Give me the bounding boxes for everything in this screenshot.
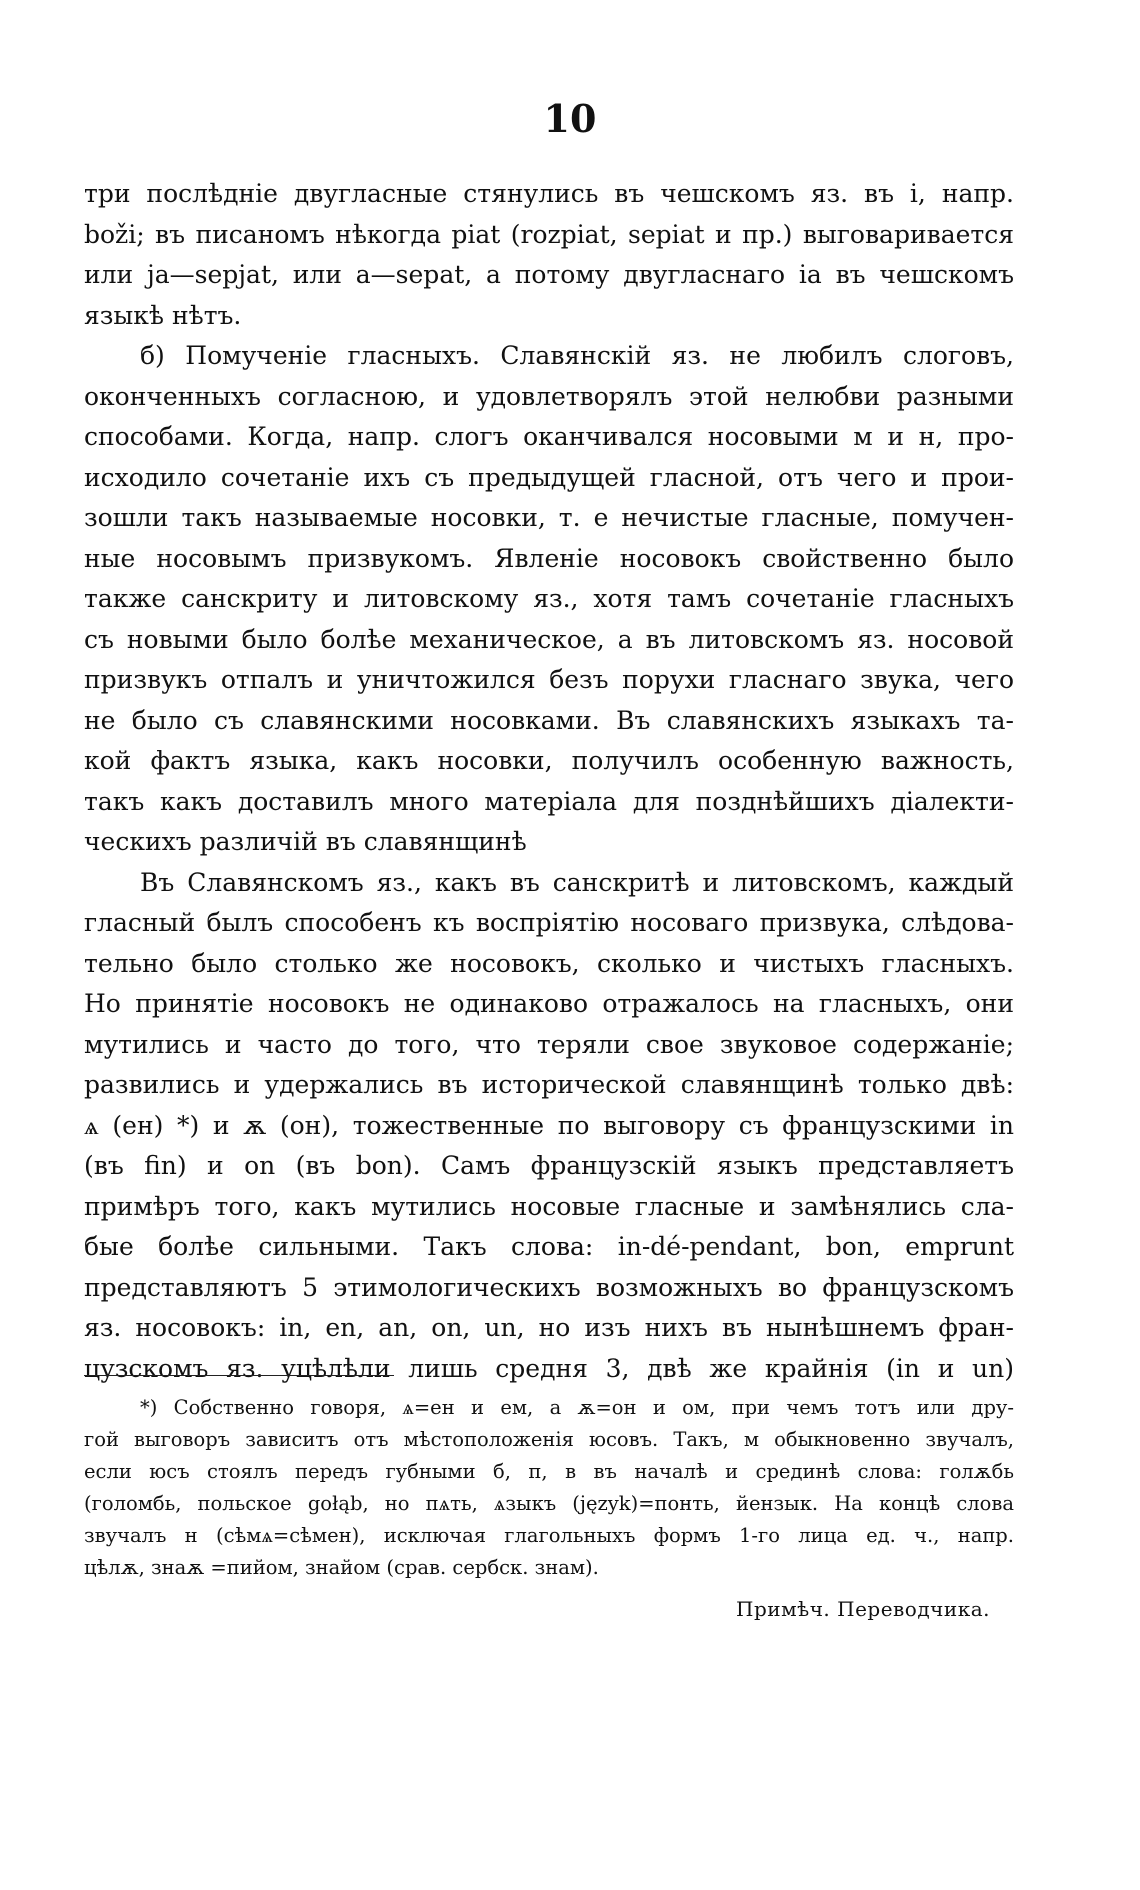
main-text: [84, 174, 1014, 1389]
text-line: исходило сочетаніе ихъ съ предыдущей гласной, отъ чего и прои-: [84, 462, 1014, 492]
text-line: развились и удержались въ исторической славянщинѣ только двѣ:: [84, 1070, 1014, 1099]
footnote-line: звучалъ н (сѣмѧ=сѣмен), исключая глагольныхъ формъ 1-го лица ед. ч., напр.: [84, 1524, 1014, 1547]
text-line: цузскомъ яз. уцѣлѣли лишь средня 3, двѣ же крайнія (in и un): [84, 1353, 1014, 1383]
text-line: тельно было столько же носовокъ, сколько и чистыхъ гласныхъ.: [84, 948, 1014, 978]
text-line: или ja—sepjat, или a—sepat, а потому двугласнаго ia въ чешскомъ: [84, 260, 1014, 289]
footnote-line: (голомбь, польское gołąb, но пѧть, ѧзыкъ (język)=понть, йензык. На концѣ слова: [84, 1492, 1014, 1515]
text-line: boži; въ писаномъ нѣкогда piat (rozpiat, sepiat и пр.) выговаривается: [84, 219, 1014, 249]
text-line: б) Помученіе гласныхъ. Славянскій яз. не любилъ слоговъ,: [140, 341, 1014, 370]
text-line: Но принятіе носовокъ не одинаково отражалось на гласныхъ, они: [84, 989, 1014, 1018]
text-line: также санскриту и литовскому яз., хотя тамъ сочетаніе гласныхъ: [84, 584, 1014, 613]
footnote-line: если юсъ стоялъ передъ губными б, п, в въ началѣ и срединѣ слова: голѫбь: [84, 1460, 1014, 1483]
text-line: ѧ (ен) *) и ѫ (он), тожественные по выговору съ французскими in: [84, 1110, 1014, 1140]
text-line: способами. Когда, напр. слогъ оканчивался носовыми м и н, про-: [84, 422, 1014, 451]
text-line: яз. носовокъ: in, en, an, on, un, но изъ нихъ въ нынѣшнемъ фран-: [84, 1313, 1014, 1342]
text-line: Въ Славянскомъ яз., какъ въ санскритѣ и литовскомъ, каждый: [140, 867, 1014, 897]
text-line: бые болѣе сильными. Такъ слова: in-dé-pendant, bon, emprunt: [84, 1232, 1014, 1261]
text-line: ческихъ различій въ славянщинѣ: [84, 827, 527, 856]
text-line: гласный былъ способенъ къ воспріятію носоваго призвука, слѣдова-: [84, 908, 1014, 937]
text-line: три послѣдніе двугласные стянулись въ чешскомъ яз. въ i, напр.: [84, 179, 1014, 208]
footnote-divider: [84, 1375, 394, 1376]
text-line: примѣръ того, какъ мутились носовые гласные и замѣнялись сла-: [84, 1191, 1014, 1221]
text-line: кой фактъ языка, какъ носовки, получилъ особенную важность,: [84, 746, 1014, 775]
text-line: представляютъ 5 этимологическихъ возможныхъ во французскомъ: [84, 1272, 1014, 1302]
footnote-line: цѣлѫ, знаѫ =пийом, знайом (срав. сербск. знам).: [84, 1556, 599, 1579]
text-line: оконченныхъ согласною, и удовлетворялъ этой нелюбви разными: [84, 381, 1014, 411]
text-line: мутились и часто до того, что теряли свое звуковое содержаніе;: [84, 1029, 1014, 1059]
translator-note-signature: Примѣч. Переводчика.: [736, 1597, 990, 1621]
text-line: призвукъ отпалъ и уничтожился безъ порухи гласнаго звука, чего: [84, 665, 1014, 694]
text-line: зошли такъ называемые носовки, т. е нечистые гласные, помучен-: [84, 503, 1014, 532]
text-line: ные носовымъ призвукомъ. Явленіе носовокъ свойственно было: [84, 543, 1014, 573]
text-line: съ новыми было болѣе механическое, а въ литовскомъ яз. носовой: [84, 624, 1014, 654]
text-line: (въ fin) и on (въ bon). Самъ французскій языкъ представляетъ: [84, 1151, 1014, 1180]
text-line: языкѣ нѣтъ.: [84, 300, 242, 330]
footnote-line: гой выговоръ зависитъ отъ мѣстоположенія юсовъ. Такъ, м обыкновенно звучалъ,: [84, 1428, 1014, 1451]
page-number: 10: [543, 96, 597, 141]
footnote-line: *) Собственно говоря, ѧ=ен и ем, а ѫ=он и ом, при чемъ тотъ или дру-: [140, 1396, 1014, 1419]
footnote: [84, 1392, 1014, 1584]
text-line: не было съ славянскими носовками. Въ славянскихъ языкахъ та-: [84, 705, 1014, 735]
text-line: такъ какъ доставилъ много матеріала для позднѣйшихъ діалекти-: [84, 786, 1014, 816]
